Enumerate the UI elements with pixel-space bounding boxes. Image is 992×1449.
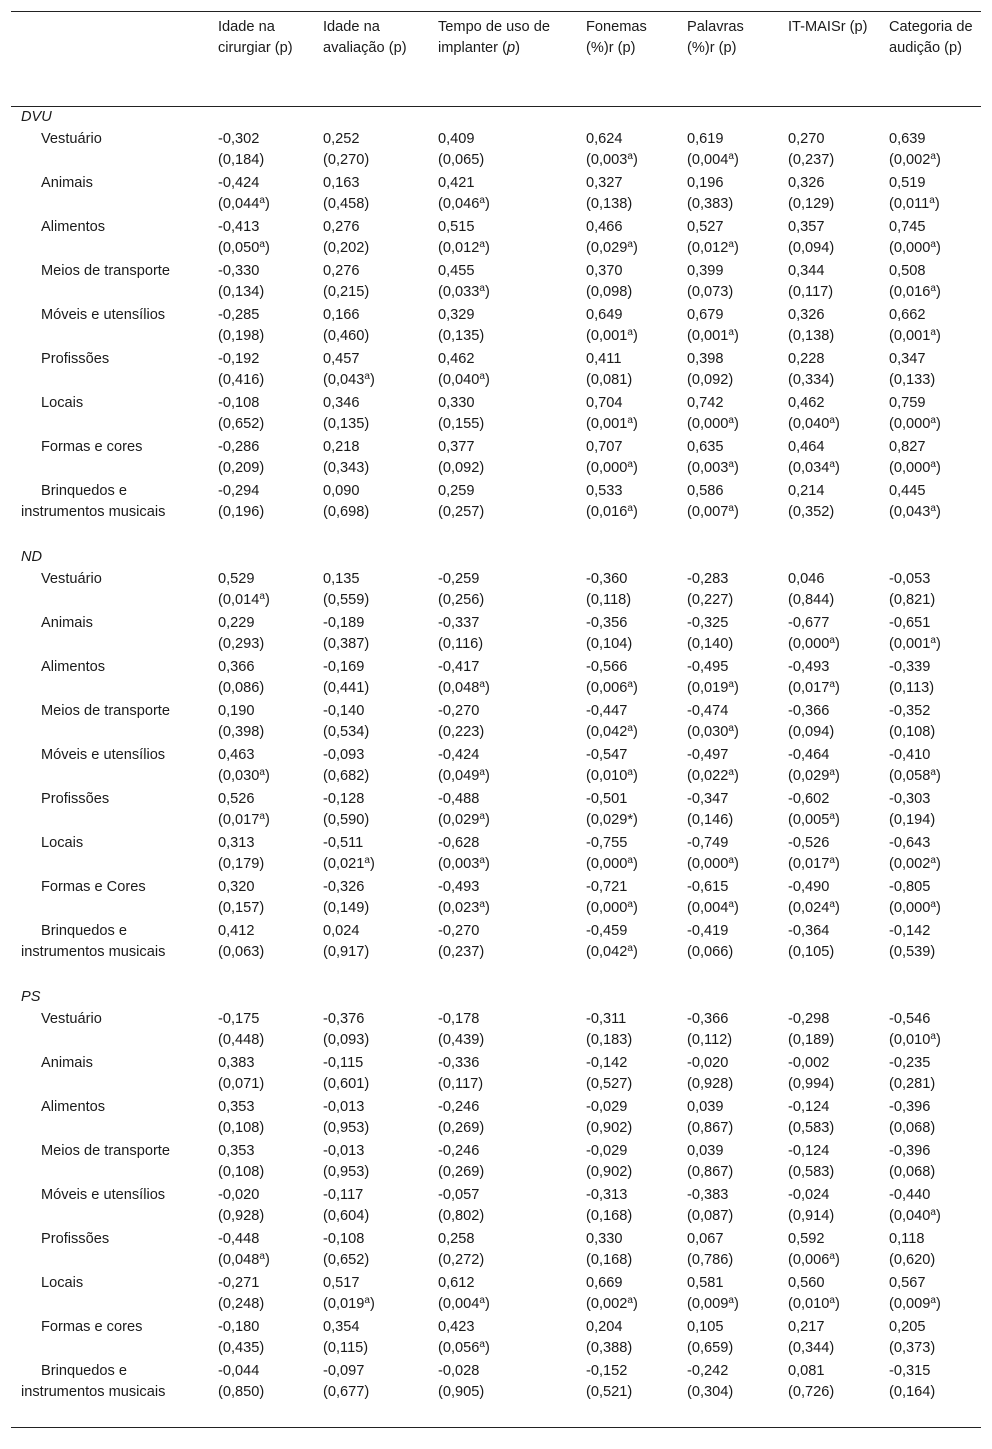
- table-cell: 0,217 (0,344): [788, 1319, 835, 1356]
- row-label: Brinquedos e instrumentos musicais: [21, 483, 166, 520]
- group-label: PS: [21, 989, 41, 1005]
- table-cell: 0,252 (0,270): [323, 131, 370, 168]
- table-cell: 0,347 (0,133): [889, 351, 936, 388]
- table-cell: 0,357 (0,094): [788, 219, 835, 256]
- table-cell: 0,067 (0,786): [687, 1231, 734, 1268]
- table-cell: -0,302 (0,184): [218, 131, 265, 168]
- table-cell: -0,029 (0,902): [586, 1143, 633, 1180]
- table-row: [11, 789, 981, 833]
- group-row-nd: [11, 547, 981, 569]
- table-cell: 0,533 (0,016$^a$): [586, 483, 638, 520]
- table-cell: -0,270 (0,237): [438, 923, 485, 960]
- table-cell: 0,326 (0,138): [788, 307, 835, 344]
- table-cell: 0,517 (0,019$^a$): [323, 1275, 375, 1312]
- table-cell: 0,619 (0,004$^a$): [687, 131, 739, 168]
- table-cell: 0,090 (0,698): [323, 483, 370, 520]
- table-cell: -0,474 (0,030$^a$): [687, 703, 739, 740]
- row-label: Formas e Cores: [41, 879, 146, 895]
- table-cell: 0,313 (0,179): [218, 835, 265, 872]
- table-cell: -0,721 (0,000$^a$): [586, 879, 638, 916]
- table-row: [11, 1141, 981, 1185]
- table-cell: -0,246 (0,269): [438, 1143, 485, 1180]
- table-row: [11, 129, 981, 173]
- table-cell: -0,424 (0,049$^a$): [438, 747, 490, 784]
- table-cell: 0,560 (0,010$^a$): [788, 1275, 840, 1312]
- group-label: ND: [21, 549, 43, 565]
- header-categoria: Categoria de audição (p): [879, 12, 981, 107]
- table-cell: 0,327 (0,138): [586, 175, 633, 212]
- table-cell: -0,419 (0,066): [687, 923, 734, 960]
- table-cell: -0,128 (0,590): [323, 791, 370, 828]
- table-cell: -0,108 (0,652): [323, 1231, 370, 1268]
- table-cell: -0,093 (0,682): [323, 747, 370, 784]
- table-cell: -0,464 (0,029$^a$): [788, 747, 840, 784]
- table-cell: 0,662 (0,001$^a$): [889, 307, 941, 344]
- table-cell: -0,283 (0,227): [687, 571, 734, 608]
- header-palavras: Palavras (%)r (p): [677, 12, 778, 107]
- table-cell: 0,270 (0,237): [788, 131, 835, 168]
- table-cell: 0,827 (0,000$^a$): [889, 439, 941, 476]
- table-row: [11, 657, 981, 701]
- table-cell: -0,352 (0,108): [889, 703, 936, 740]
- table-cell: 0,330 (0,168): [586, 1231, 633, 1268]
- table-cell: 0,464 (0,034$^a$): [788, 439, 840, 476]
- table-row: [11, 745, 981, 789]
- table-cell: 0,612 (0,004$^a$): [438, 1275, 490, 1312]
- row-label: Formas e cores: [41, 1319, 143, 1335]
- table-row: [11, 1009, 981, 1053]
- table-cell: -0,020 (0,928): [218, 1187, 265, 1224]
- row-label: Locais: [41, 835, 84, 851]
- table-cell: -0,755 (0,000$^a$): [586, 835, 638, 872]
- table-cell: -0,330 (0,134): [218, 263, 265, 300]
- table-cell: 0,421 (0,046$^a$): [438, 175, 490, 212]
- table-cell: -0,235 (0,281): [889, 1055, 936, 1092]
- header-it-mais: IT-MAISr (p): [778, 12, 879, 107]
- row-label: Vestuário: [41, 1011, 102, 1027]
- table-row: [11, 1053, 981, 1097]
- row-label: Móveis e utensílios: [41, 747, 166, 763]
- group-row-ps: [11, 987, 981, 1009]
- table-cell: -0,271 (0,248): [218, 1275, 265, 1312]
- table-cell: -0,497 (0,022$^a$): [687, 747, 739, 784]
- table-cell: -0,396 (0,068): [889, 1099, 936, 1136]
- table-cell: 0,118 (0,620): [889, 1231, 936, 1268]
- table-cell: -0,117 (0,604): [323, 1187, 370, 1224]
- table-cell: 0,624 (0,003$^a$): [586, 131, 638, 168]
- table-cell: -0,347 (0,146): [687, 791, 734, 828]
- header-tempo-uso: Tempo de uso de implanter (p): [428, 12, 576, 107]
- row-label: Animais: [41, 175, 93, 191]
- table-cell: 0,586 (0,007$^a$): [687, 483, 739, 520]
- row-label: Formas e cores: [41, 439, 143, 455]
- table-cell: -0,495 (0,019$^a$): [687, 659, 739, 696]
- table-cell: -0,490 (0,024$^a$): [788, 879, 840, 916]
- table-cell: 0,669 (0,002$^a$): [586, 1275, 638, 1312]
- row-label: Locais: [41, 1275, 84, 1291]
- row-label: Profissões: [41, 351, 110, 367]
- table-cell: 0,457 (0,043$^a$): [323, 351, 375, 388]
- table-cell: -0,447 (0,042$^a$): [586, 703, 638, 740]
- table-row: [11, 481, 981, 547]
- table-cell: -0,339 (0,113): [889, 659, 935, 696]
- table-cell: -0,270 (0,223): [438, 703, 485, 740]
- row-label: Vestuário: [41, 571, 102, 587]
- table-cell: -0,028 (0,905): [428, 1361, 576, 1427]
- table-cell: -0,376 (0,093): [323, 1011, 370, 1048]
- table-cell: -0,013 (0,953): [323, 1099, 370, 1136]
- table-row: [11, 305, 981, 349]
- table-cell: 0,466 (0,029$^a$): [586, 219, 638, 256]
- table-cell: 0,329 (0,135): [438, 307, 485, 344]
- table-cell: -0,628 (0,003$^a$): [438, 835, 490, 872]
- header-idade-avaliacao: Idade na avaliação (p): [313, 12, 428, 107]
- table-cell: -0,366 (0,112): [687, 1011, 733, 1048]
- table-cell: -0,002 (0,994): [788, 1055, 835, 1092]
- table-cell: 0,409 (0,065): [438, 131, 485, 168]
- table-cell: -0,313 (0,168): [586, 1187, 633, 1224]
- row-label: Meios de transporte: [41, 263, 170, 279]
- table-cell: -0,459 (0,042$^a$): [586, 923, 638, 960]
- table-cell: 0,326 (0,129): [788, 175, 835, 212]
- table-row: [11, 437, 981, 481]
- table-cell: -0,547 (0,010$^a$): [586, 747, 638, 784]
- table-cell: -0,311 (0,183): [586, 1011, 633, 1048]
- header-blank: [11, 12, 208, 107]
- table-cell: -0,189 (0,387): [323, 615, 370, 652]
- row-label: Meios de transporte: [41, 1143, 170, 1159]
- table-row: [11, 1361, 981, 1427]
- table-row: [11, 1273, 981, 1317]
- table-cell: 0,046 (0,844): [788, 571, 835, 608]
- table-cell: -0,175 (0,448): [218, 1011, 265, 1048]
- table-cell: -0,178 (0,439): [438, 1011, 485, 1048]
- table-cell: -0,615 (0,004$^a$): [687, 879, 739, 916]
- table-cell: -0,511 (0,021$^a$): [323, 835, 375, 872]
- table-cell: -0,124 (0,583): [788, 1143, 835, 1180]
- table-row: [11, 833, 981, 877]
- table-cell: 0,526 (0,017$^a$): [218, 791, 270, 828]
- table-cell: 0,445 (0,043$^a$): [889, 483, 941, 520]
- table-cell: -0,140 (0,534): [323, 703, 370, 740]
- table-cell: -0,643 (0,002$^a$): [889, 835, 941, 872]
- table-cell: -0,315 (0,164): [879, 1361, 981, 1427]
- table-row: [11, 1317, 981, 1361]
- table-cell: 0,196 (0,383): [687, 175, 734, 212]
- table-cell: -0,124 (0,583): [788, 1099, 835, 1136]
- row-label: Profissões: [41, 1231, 110, 1247]
- row-label: Alimentos: [41, 1099, 106, 1115]
- table-cell: -0,326 (0,149): [323, 879, 370, 916]
- correlation-table: [11, 11, 981, 1428]
- row-label: Meios de transporte: [41, 703, 170, 719]
- table-cell: 0,366 (0,086): [218, 659, 265, 696]
- table-row: [11, 701, 981, 745]
- table-cell: -0,024 (0,914): [788, 1187, 835, 1224]
- table-cell: 0,527 (0,012$^a$): [687, 219, 739, 256]
- table-cell: -0,013 (0,953): [323, 1143, 370, 1180]
- table-cell: 0,276 (0,202): [323, 219, 370, 256]
- table-cell: 0,679 (0,001$^a$): [687, 307, 739, 344]
- table-cell: 0,581 (0,009$^a$): [687, 1275, 739, 1312]
- table-cell: 0,228 (0,334): [788, 351, 835, 388]
- row-label: Brinquedos e instrumentos musicais: [11, 1361, 208, 1427]
- table-cell: 0,354 (0,115): [323, 1319, 369, 1356]
- table-cell: 0,320 (0,157): [218, 879, 265, 916]
- table-cell: 0,383 (0,071): [218, 1055, 265, 1092]
- table-cell: -0,383 (0,087): [687, 1187, 734, 1224]
- row-label: Alimentos: [41, 219, 106, 235]
- table-cell: 0,592 (0,006$^a$): [788, 1231, 840, 1268]
- row-label: Profissões: [41, 791, 110, 807]
- row-label: Móveis e utensílios: [41, 307, 166, 323]
- table-cell: 0,463 (0,030$^a$): [218, 747, 270, 784]
- header-idade-cirurgia: Idade na cirurgiar (p): [208, 12, 313, 107]
- table-row: [11, 1185, 981, 1229]
- table-cell: -0,242 (0,304): [677, 1361, 778, 1427]
- table-cell: 0,515 (0,012$^a$): [438, 219, 490, 256]
- table-cell: 0,399 (0,073): [687, 263, 734, 300]
- table-cell: 0,081 (0,726): [778, 1361, 879, 1427]
- row-label: Móveis e utensílios: [41, 1187, 166, 1203]
- table-cell: -0,115 (0,601): [323, 1055, 370, 1092]
- table-cell: -0,169 (0,441): [323, 659, 370, 696]
- table-cell: 0,519 (0,011$^a$): [889, 175, 940, 212]
- table-cell: 0,398 (0,092): [687, 351, 734, 388]
- table-cell: 0,462 (0,040$^a$): [788, 395, 840, 432]
- table-cell: -0,488 (0,029$^a$): [438, 791, 490, 828]
- table-row: [11, 349, 981, 393]
- row-label: Brinquedos e instrumentos musicais: [21, 923, 166, 960]
- table-cell: -0,396 (0,068): [889, 1143, 936, 1180]
- table-cell: 0,276 (0,215): [323, 263, 370, 300]
- group-row-dvu: [11, 107, 981, 130]
- table-row: [11, 173, 981, 217]
- table-cell: 0,346 (0,135): [323, 395, 370, 432]
- table-cell: -0,044 (0,850): [208, 1361, 313, 1427]
- table-cell: 0,204 (0,388): [586, 1319, 633, 1356]
- table-cell: -0,546 (0,010$^a$): [889, 1011, 941, 1048]
- table-cell: -0,413 (0,050$^a$): [218, 219, 270, 256]
- table-row: [11, 217, 981, 261]
- table-cell: 0,205 (0,373): [889, 1319, 936, 1356]
- table-cell: 0,024 (0,917): [323, 923, 370, 960]
- table-cell: 0,639 (0,002$^a$): [889, 131, 941, 168]
- group-label: DVU: [21, 109, 52, 125]
- table-cell: -0,566 (0,006$^a$): [586, 659, 638, 696]
- table-cell: -0,246 (0,269): [438, 1099, 485, 1136]
- table-cell: -0,152 (0,521): [576, 1361, 677, 1427]
- row-label: Vestuário: [41, 131, 102, 147]
- table-cell: 0,455 (0,033$^a$): [438, 263, 490, 300]
- row-label: Alimentos: [41, 659, 106, 675]
- table-cell: 0,344 (0,117): [788, 263, 834, 300]
- table-cell: -0,020 (0,928): [687, 1055, 734, 1092]
- table-cell: -0,651 (0,001$^a$): [889, 615, 941, 652]
- table-cell: -0,029 (0,902): [586, 1099, 633, 1136]
- table-cell: 0,214 (0,352): [788, 483, 835, 520]
- row-label: Locais: [41, 395, 84, 411]
- table-cell: 0,704 (0,001$^a$): [586, 395, 638, 432]
- table-cell: -0,108 (0,652): [218, 395, 265, 432]
- table-cell: -0,337 (0,116): [438, 615, 484, 652]
- table-cell: -0,356 (0,104): [586, 615, 633, 652]
- table-cell: 0,508 (0,016$^a$): [889, 263, 941, 300]
- table-cell: 0,742 (0,000$^a$): [687, 395, 739, 432]
- header-row: [11, 12, 981, 107]
- table-cell: 0,370 (0,098): [586, 263, 633, 300]
- table-cell: 0,039 (0,867): [687, 1099, 734, 1136]
- table-cell: -0,366 (0,094): [788, 703, 835, 740]
- table-row: [11, 613, 981, 657]
- table-cell: 0,411 (0,081): [586, 351, 633, 388]
- table-row: [11, 921, 981, 987]
- table-cell: 0,745 (0,000$^a$): [889, 219, 941, 256]
- table-cell: 0,190 (0,398): [218, 703, 265, 740]
- table-cell: -0,336 (0,117): [438, 1055, 484, 1092]
- table-cell: -0,259 (0,256): [438, 571, 485, 608]
- table-cell: -0,602 (0,005$^a$): [788, 791, 840, 828]
- table-cell: 0,258 (0,272): [438, 1231, 485, 1268]
- table-row: [11, 569, 981, 613]
- table-cell: -0,180 (0,435): [218, 1319, 265, 1356]
- table-cell: -0,303 (0,194): [889, 791, 936, 828]
- table-cell: -0,286 (0,209): [218, 439, 265, 476]
- table-cell: -0,142 (0,539): [889, 923, 936, 960]
- table-cell: -0,677 (0,000$^a$): [788, 615, 840, 652]
- row-label: Animais: [41, 1055, 93, 1071]
- table-cell: -0,424 (0,044$^a$): [218, 175, 270, 212]
- table-cell: 0,462 (0,040$^a$): [438, 351, 490, 388]
- table-cell: -0,298 (0,189): [788, 1011, 835, 1048]
- table-cell: 0,423 (0,056$^a$): [438, 1319, 490, 1356]
- table-cell: -0,097 (0,677): [313, 1361, 428, 1427]
- table-cell: -0,294 (0,196): [218, 483, 265, 520]
- table-row: [11, 877, 981, 921]
- table-cell: 0,635 (0,003$^a$): [687, 439, 739, 476]
- table-cell: -0,493 (0,017$^a$): [788, 659, 840, 696]
- table-cell: 0,649 (0,001$^a$): [586, 307, 638, 344]
- table-row: [11, 393, 981, 437]
- table-row: [11, 1229, 981, 1273]
- table-cell: 0,353 (0,108): [218, 1143, 265, 1180]
- table-cell: -0,053 (0,821): [889, 571, 936, 608]
- table-cell: 0,759 (0,000$^a$): [889, 395, 941, 432]
- row-label: Animais: [41, 615, 93, 631]
- table-cell: -0,805 (0,000$^a$): [889, 879, 941, 916]
- header-fonemas: Fonemas (%)r (p): [576, 12, 677, 107]
- table-cell: -0,360 (0,118): [586, 571, 632, 608]
- table-cell: 0,229 (0,293): [218, 615, 265, 652]
- table-cell: -0,057 (0,802): [438, 1187, 485, 1224]
- table-cell: 0,707 (0,000$^a$): [586, 439, 638, 476]
- table-cell: -0,364 (0,105): [788, 923, 835, 960]
- table-cell: 0,039 (0,867): [687, 1143, 734, 1180]
- table-cell: 0,166 (0,460): [323, 307, 370, 344]
- table-cell: -0,501 (0,029*): [586, 791, 638, 828]
- table-cell: 0,412 (0,063): [218, 923, 265, 960]
- table-cell: -0,192 (0,416): [218, 351, 265, 388]
- table-body: [11, 107, 981, 1428]
- table-cell: -0,440 (0,040$^a$): [889, 1187, 941, 1224]
- table-row: [11, 1097, 981, 1141]
- table-cell: -0,526 (0,017$^a$): [788, 835, 840, 872]
- table-cell: 0,105 (0,659): [687, 1319, 734, 1356]
- table-cell: -0,325 (0,140): [687, 615, 734, 652]
- table-cell: 0,135 (0,559): [323, 571, 370, 608]
- table-cell: 0,330 (0,155): [438, 395, 485, 432]
- table-row: [11, 261, 981, 305]
- table-cell: 0,353 (0,108): [218, 1099, 265, 1136]
- table-cell: 0,163 (0,458): [323, 175, 370, 212]
- table-cell: 0,377 (0,092): [438, 439, 485, 476]
- table-cell: -0,417 (0,048$^a$): [438, 659, 490, 696]
- table-cell: -0,749 (0,000$^a$): [687, 835, 739, 872]
- table-cell: 0,529 (0,014$^a$): [218, 571, 270, 608]
- table-cell: -0,410 (0,058$^a$): [889, 747, 941, 784]
- table-cell: 0,567 (0,009$^a$): [889, 1275, 941, 1312]
- table-cell: -0,142 (0,527): [586, 1055, 633, 1092]
- table-cell: -0,493 (0,023$^a$): [438, 879, 490, 916]
- table-cell: 0,218 (0,343): [323, 439, 370, 476]
- table-cell: -0,285 (0,198): [218, 307, 265, 344]
- table-cell: 0,259 (0,257): [438, 483, 485, 520]
- table-cell: -0,448 (0,048$^a$): [218, 1231, 270, 1268]
